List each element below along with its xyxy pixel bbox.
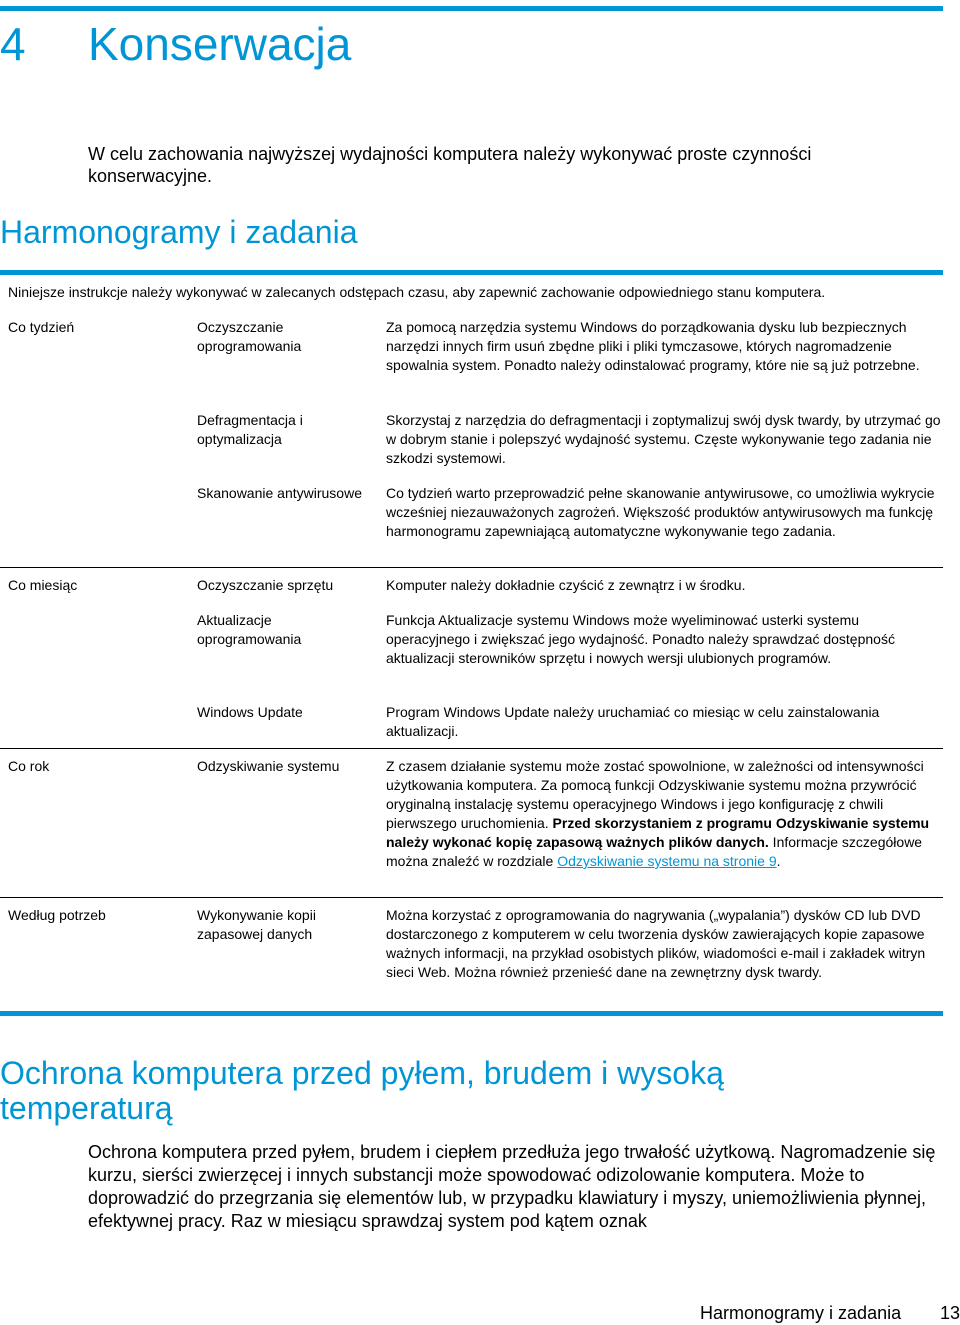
- table-note: Niniejsze instrukcje należy wykonywać w zalecanych odstępach czasu, aby zapewnić zachowanie odpowiedniego stanu komputera.: [8, 284, 826, 300]
- period-yearly: Co rok: [8, 758, 50, 774]
- task-software-updates: Aktualizacje oprogramowania: [197, 612, 302, 647]
- section-title-protection: Ochrona komputera przed pyłem, brudem i wysoką temperaturą: [0, 1055, 724, 1126]
- desc-defragmentation: Skorzystaj z narzędzia do defragmentacji i zoptymalizuj swój dysk twardy, by utrzymać go w dobrym stanie i polepszyć wydajność systemu. Częste wykonywanie tego zadania nie szkodzi systemowi.: [386, 412, 941, 466]
- desc-text: należy uruchamiać co miesiąc w celu zainstalowania aktualizacji.: [386, 704, 880, 739]
- desc-hardware-cleanup: Komputer należy dokładnie czyścić z zewnątrz i w środku.: [386, 577, 746, 593]
- desc-windows-update: [386, 703, 946, 741]
- desc-text: Z czasem działanie systemu może zostać spowolnione, w zależności od intensywności użytkowania komputera. Za pomocą funkcji: [386, 758, 924, 793]
- desc-software-cleanup: Za pomocą narzędzia systemu Windows do porządkowania dysku lub bezpiecznych narzędzi innych firm usuń zbędne pliki i pliki tymczasowe, których nagromadzenie spowalnia system. Ponadto należy odinstalować programy, które nie są już potrzebne.: [386, 319, 920, 373]
- desc-text: można przywrócić oryginalną instalację systemu operacyjnego Windows i jego konfigurację z chwili pierwszego uruchomienia.: [386, 777, 917, 831]
- row-separator: [0, 567, 943, 568]
- desc-backup: Można korzystać z oprogramowania do nagrywania („wypalania”) dysków CD lub DVD dostarczonego z komputerem w celu tworzenia dysków zawierających kopie zapasowe ważnych informacji, na przykład osobistych plików, wiadomości e-mail i zakładek witryn sieci Web. Można również przenieść dane na zewnętrzny dysk twardy.: [386, 907, 926, 980]
- chapter-title: [0, 14, 351, 74]
- task-hardware-cleanup: Oczyszczanie sprzętu: [197, 577, 334, 593]
- period-as-needed: Według potrzeb: [8, 907, 106, 923]
- top-rule: [0, 6, 943, 11]
- link-system-recovery[interactable]: Odzyskiwanie systemu na stronie 9: [557, 853, 777, 869]
- ui-term-windows-updates: Aktualizacje systemu Windows: [438, 612, 630, 628]
- period-weekly: Co tydzień: [8, 319, 75, 335]
- ui-term-windows-update: Windows Update: [443, 704, 550, 720]
- desc-text: Informacje szczegółowe można znaleźć w rozdziale: [386, 834, 923, 869]
- task-system-recovery: Odzyskiwanie systemu: [197, 758, 340, 774]
- row-separator: [0, 748, 943, 749]
- section-title-schedules: Harmonogramy i zadania: [0, 214, 358, 250]
- task-software-cleanup: Oczyszczanie oprogramowania: [197, 319, 302, 354]
- page-number: 13: [940, 1303, 960, 1323]
- footer-section-title: Harmonogramy i zadania: [700, 1303, 902, 1323]
- task-defragmentation: Defragmentacja i optymalizacja: [197, 412, 303, 447]
- desc-software-updates: [386, 611, 946, 668]
- row-separator: [0, 897, 943, 898]
- desc-text: Funkcja: [386, 612, 439, 628]
- section-rule: [0, 270, 943, 275]
- desc-text: może wyeliminować usterki systemu operacyjnego i zwiększać jego wydajność. Ponadto należy sprawdzać dostępność aktualizacji sterowników sprzętu i nowych wersji ulubionych programów.: [386, 612, 895, 666]
- chapter-number: 4: [0, 18, 26, 70]
- table-bottom-rule: [0, 1011, 943, 1016]
- task-windows-update: Windows Update: [197, 704, 303, 720]
- chapter-title-text: Konserwacja: [88, 18, 352, 70]
- desc-text: .: [776, 853, 781, 869]
- task-antivirus: Skanowanie antywirusowe: [197, 485, 362, 501]
- task-backup: Wykonywanie kopii zapasowej danych: [197, 907, 316, 942]
- desc-system-recovery: [386, 757, 946, 871]
- chapter-intro: W celu zachowania najwyższej wydajności komputera należy wykonywać proste czynności konserwacyjne.: [88, 144, 812, 186]
- desc-text: Program: [386, 704, 444, 720]
- desc-antivirus: Co tydzień warto przeprowadzić pełne skanowanie antywirusowe, co umożliwia wykrycie wcześniej niezauważonych zagrożeń. Większość produktów antywirusowych ma funkcję harmonogramu zapewniającą automatyczne wykonywanie tego zadania.: [386, 485, 935, 539]
- protection-body: Ochrona komputera przed pyłem, brudem i ciepłem przedłuża jego trwałość użytkową. Nagromadzenie się kurzu, sierści zwierzęcej i innych substancji może spowodować odizolowanie komputera. Może to doprowadzić do przegrzania się elementów lub, w przypadku klawiatury i myszy, uniemożliwienia płynnej, efektywnej pracy. Raz w miesiącu sprawdzaj system pod kątem oznak: [88, 1142, 936, 1231]
- backup-warning: Przed skorzystaniem z programu Odzyskiwanie systemu należy wykonać kopię zapasową ważnych plików danych.: [386, 815, 930, 850]
- ui-term-system-recovery: Odzyskiwanie systemu: [658, 777, 801, 793]
- period-monthly: Co miesiąc: [8, 577, 78, 593]
